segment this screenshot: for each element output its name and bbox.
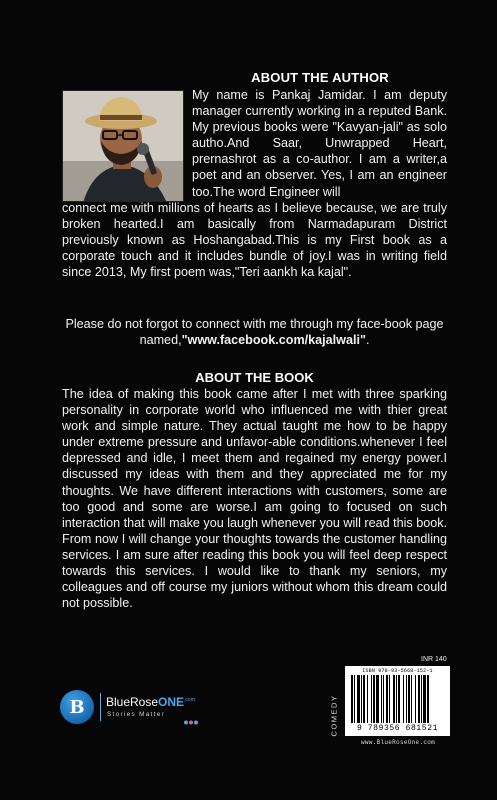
author-bio-continued: connect me with millions of hearts as I believe because, we are truly broken hearted.I am basically from Narmadapuram District previously known as Hoshangabad.This is my First book as a corporate touch and it includes bundle of joy.I was in writing field since 2013, My first poem was,"Teri aankh ka kajal". <box>62 201 447 280</box>
barcode-bar <box>421 675 422 723</box>
author-facebook-note <box>62 316 447 348</box>
barcode-bar <box>418 675 420 723</box>
facebook-link[interactable]: "www.facebook.com/kajalwali" <box>181 333 366 348</box>
barcode-bar <box>363 675 365 723</box>
publisher-logo <box>60 690 210 730</box>
publisher-name-suffix: .com <box>184 697 195 703</box>
barcode-bar <box>386 675 388 723</box>
barcode-bar <box>403 675 404 723</box>
author-bio-intro: My name is Pankaj Jamidar. I am deputy manager currently working in a reputed Bank. My previous books were "Kavyan-jali" as solo autho.And Saar, Unwrapped Heart, prernashrot as a co-author. I am a writer,a poet and an observer. Yes, I am an engineer too.The word Engineer will <box>192 88 447 199</box>
publisher-logo-icon <box>60 690 94 724</box>
barcode-bar <box>415 675 416 723</box>
publisher-tagline: Stories Matter <box>107 711 165 718</box>
barcode-bar <box>351 675 353 723</box>
barcode-bar <box>389 675 390 723</box>
about-author-heading: ABOUT THE AUTHOR <box>251 70 389 85</box>
social-media-icons <box>184 720 198 727</box>
logo-letter: B <box>69 696 85 718</box>
barcode-bar <box>371 675 372 723</box>
barcode-bar <box>367 675 368 723</box>
publisher-website: www.BlueRoseOne.com <box>360 739 436 746</box>
barcode-bar <box>393 675 395 723</box>
book-description: The idea of making this book came after I met with three sparking personality in corporate world who influenced me with thier great work and simple nature. They actual taught me how to be happy under extreme pressure and unfavor-able conditions.whenever I feel depressed and idle, I meet them and regained my energy power.I discussed my ideas with them and they appreciated me for my thoughts. We have different interactions with customers, some are too good and some are worse.I am going to focused on such interaction that will make you laugh whenever you will read this book. From now I will change your thoughts towards the customer handling services. I am sure after reading this book you will feel deep respect towards this services. I would like to thank my seniors, my colleagues and off course my juniors without whom this dream could not possible. <box>62 387 448 611</box>
author-photo <box>62 90 184 202</box>
barcode-bar <box>411 675 412 723</box>
genre-text: COMEDY <box>329 694 339 736</box>
facebook-note-prefix: Please do not forgot to connect with me through my face-book page named, <box>65 317 444 348</box>
barcode-digits: 9 789356 681521 <box>356 724 438 733</box>
about-book-heading: ABOUT THE BOOK <box>195 370 314 385</box>
social-icons-glyph <box>184 720 198 725</box>
genre-label <box>324 690 344 740</box>
isbn-number: ISBN 978-93-5668-152-1 <box>362 668 433 674</box>
barcode-bar <box>396 675 397 723</box>
barcode-bar <box>423 675 426 723</box>
publisher-name <box>106 695 195 709</box>
logo-divider <box>100 693 101 721</box>
isbn-barcode <box>345 666 450 736</box>
barcode-bar <box>354 675 355 723</box>
price-label: INR 140 <box>421 656 447 663</box>
barcode-bar <box>373 675 375 723</box>
barcode-bar <box>381 675 382 723</box>
barcode-bar <box>361 675 362 723</box>
barcode-bar <box>376 675 379 723</box>
author-photo-illustration <box>63 91 184 202</box>
barcode-bar <box>357 675 360 723</box>
barcode-bar <box>406 675 407 723</box>
facebook-note-suffix: . <box>365 333 370 348</box>
barcode-bar <box>408 675 410 723</box>
barcode-bars <box>351 675 444 723</box>
publisher-name-part-1: BlueRose <box>106 695 159 709</box>
barcode-bar <box>383 675 384 723</box>
barcode-bar <box>427 675 429 723</box>
publisher-name-part-2: ONE <box>158 695 185 709</box>
barcode-bar <box>398 675 400 723</box>
